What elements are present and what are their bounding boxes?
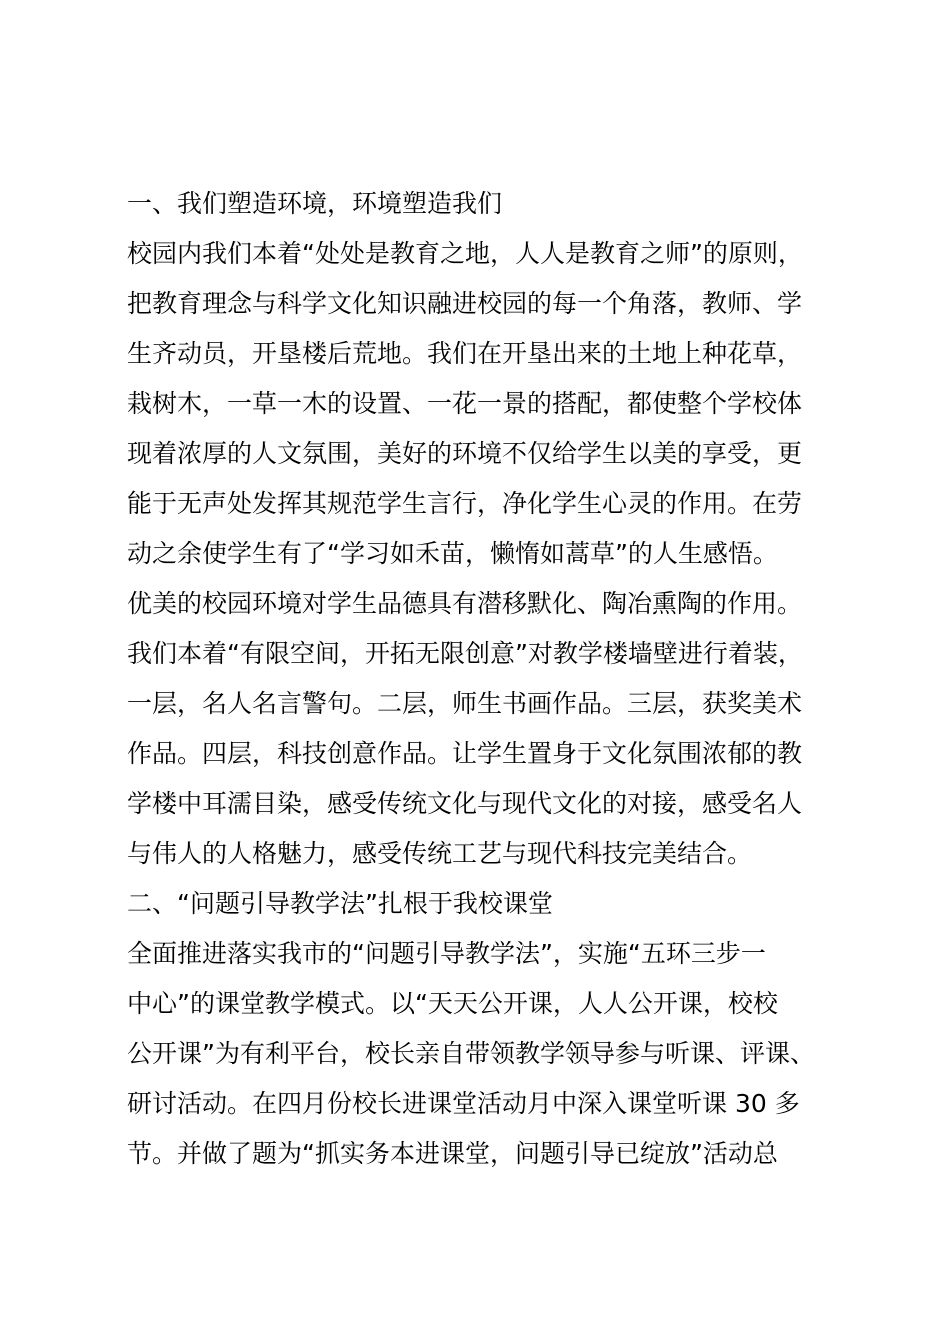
paragraph-line: 现着浓厚的人文氛围，美好的环境不仅给学生以美的享受，更	[127, 439, 803, 468]
paragraph-line: 节。并做了题为“抓实务本进课堂，问题引导已绽放”活动总	[127, 1139, 778, 1168]
paragraph-line: 学楼中耳濡目染，感受传统文化与现代文化的对接，感受名人	[127, 789, 803, 818]
paragraph-line: 全面推进落实我市的“问题引导教学法”，实施“五环三步一	[127, 939, 766, 968]
paragraph-line: 能于无声处发挥其规范学生言行，净化学生心灵的作用。在劳	[127, 489, 803, 518]
section-heading-1: 一、我们塑造环境，环境塑造我们	[127, 189, 503, 218]
paragraph-line: 一层，名人名言警句。二层，师生书画作品。三层，获奖美术	[127, 689, 803, 718]
paragraph-line: 作品。四层，科技创意作品。让学生置身于文化氛围浓郁的教	[127, 739, 803, 768]
section-heading-2: 二、“问题引导教学法”扎根于我校课堂	[127, 889, 553, 918]
paragraph-line: 栽树木，一草一木的设置、一花一景的搭配，都使整个学校体	[127, 389, 803, 418]
paragraph-line: 公开课”为有利平台，校长亲自带领教学领导参与听课、评课、	[127, 1039, 815, 1068]
paragraph-line: 把教育理念与科学文化知识融进校园的每一个角落，教师、学	[127, 289, 803, 318]
paragraph-line: 优美的校园环境对学生品德具有潜移默化、陶冶熏陶的作用。	[127, 589, 803, 618]
paragraph-line: 生齐动员，开垦楼后荒地。我们在开垦出来的土地上种花草，	[127, 339, 803, 368]
paragraph-line: 动之余使学生有了“学习如禾苗，懒惰如蒿草”的人生感悟。	[127, 539, 778, 568]
paragraph-line: 校园内我们本着“处处是教育之地，人人是教育之师”的原则，	[127, 239, 803, 268]
paragraph-line: 我们本着“有限空间，开拓无限创意”对教学楼墙壁进行着装，	[127, 639, 803, 668]
paragraph-line: 与伟人的人格魅力，感受传统工艺与现代科技完美结合。	[127, 839, 753, 868]
paragraph-line: 中心”的课堂教学模式。以“天天公开课，人人公开课，校校	[127, 989, 778, 1018]
paragraph-line: 研讨活动。在四月份校长进课堂活动月中深入课堂听课 30 多	[127, 1089, 800, 1118]
